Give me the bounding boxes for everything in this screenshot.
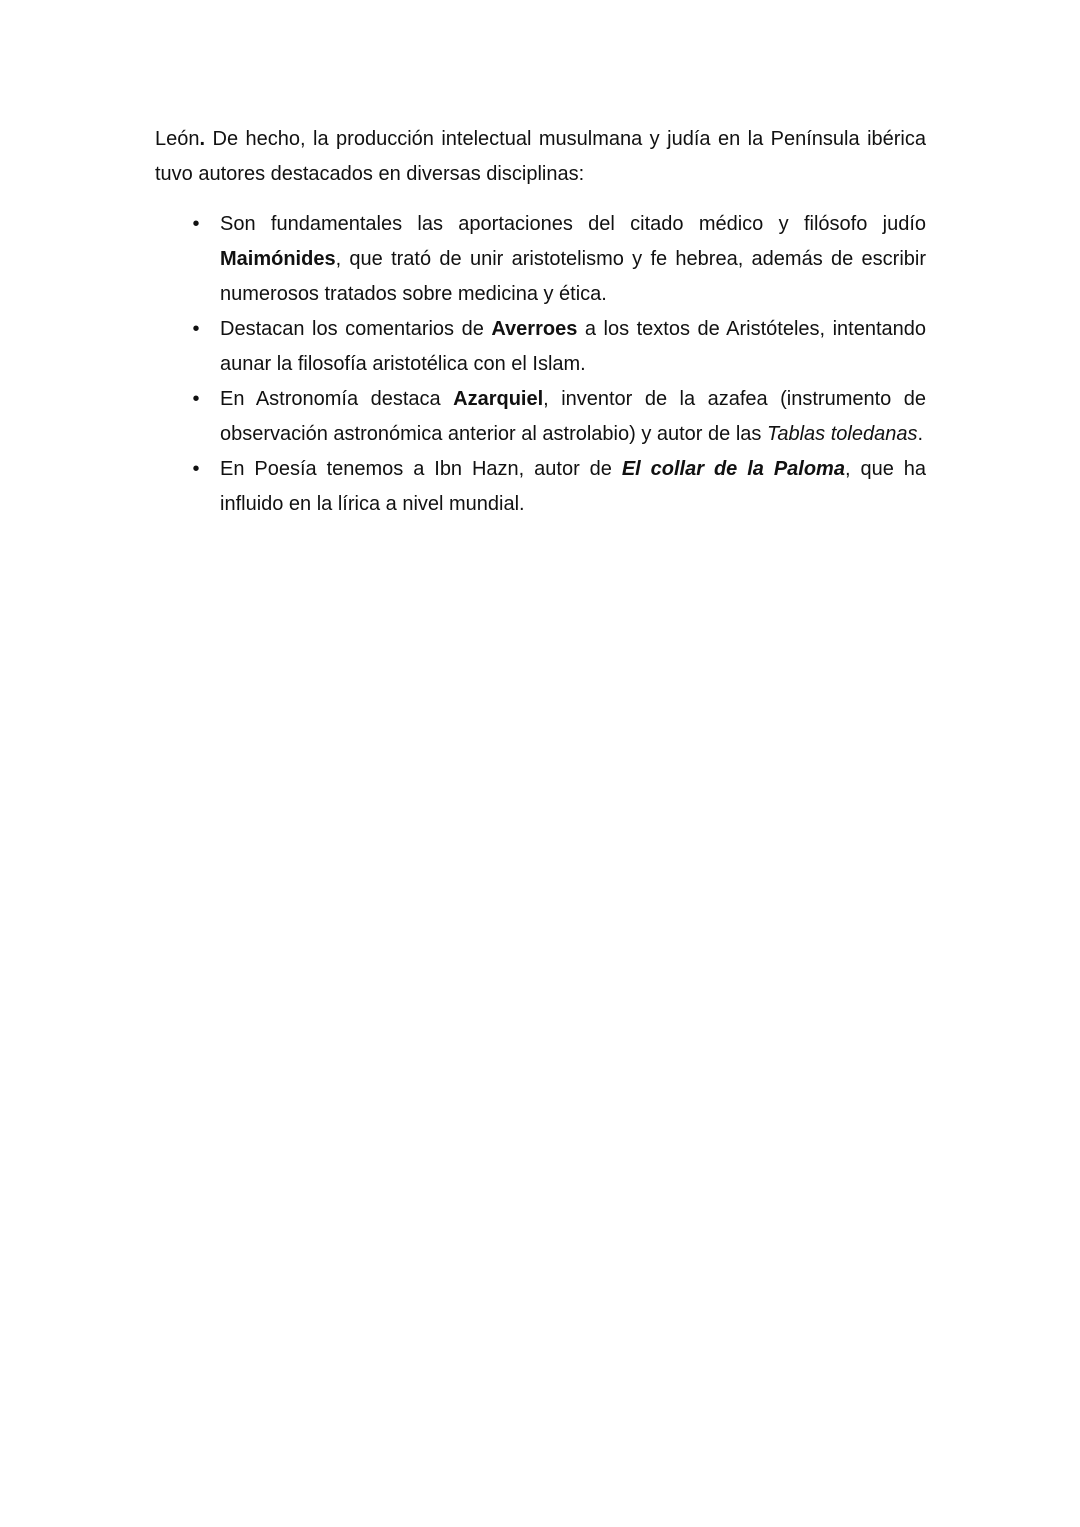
bullet-averroes xyxy=(155,312,926,382)
intro-leon: León xyxy=(155,128,200,150)
bullet-text: Son fundamentales las aportaciones del citado médico y filósofo judío xyxy=(220,213,926,235)
bullet-text: a los textos de Aristóteles, intentando aunar la filosofía aristotélica con el Islam. xyxy=(220,318,927,375)
bullet-italic: Tablas toledanas xyxy=(766,423,918,445)
bullet-list xyxy=(155,207,926,522)
bullet-dot-icon: • xyxy=(192,318,200,340)
bullet-text: En Poesía tenemos a Ibn Hazn, autor de xyxy=(220,458,622,480)
intro-text: De hecho, la producción intelectual musulmana y judía en la Península ibérica tuvo autores destacados en diversas disciplinas: xyxy=(155,128,926,185)
bullet-text: . xyxy=(917,423,924,445)
bullet-azarquiel xyxy=(155,382,926,452)
bullet-strong: Averroes xyxy=(491,318,578,340)
bullet-strong: Maimónides xyxy=(220,248,336,270)
bullet-ibn-hazn xyxy=(155,452,926,522)
bullet-dot-icon: • xyxy=(192,388,200,410)
bullet-text: Destacan los comentarios de xyxy=(220,318,492,340)
bullet-maimonides xyxy=(155,207,926,312)
bullet-strong-italic: El collar de la Paloma xyxy=(621,458,845,480)
bullet-strong: Azarquiel xyxy=(453,388,544,410)
document-body xyxy=(155,122,926,522)
intro-period: . xyxy=(199,128,206,150)
bullet-text: , que trató de unir aristotelismo y fe hebrea, además de escribir numerosos tratados sobre medicina y ética. xyxy=(220,248,926,305)
bullet-text: , que ha influido en la lírica a nivel mundial. xyxy=(220,458,926,515)
bullet-text: En Astronomía destaca xyxy=(220,388,454,410)
bullet-dot-icon: • xyxy=(192,458,200,480)
bullet-text: , inventor de la azafea (instrumento de observación astronómica anterior al astrolabio) y autor de las xyxy=(220,388,927,445)
intro-paragraph xyxy=(155,122,926,192)
bullet-dot-icon: • xyxy=(192,213,200,235)
